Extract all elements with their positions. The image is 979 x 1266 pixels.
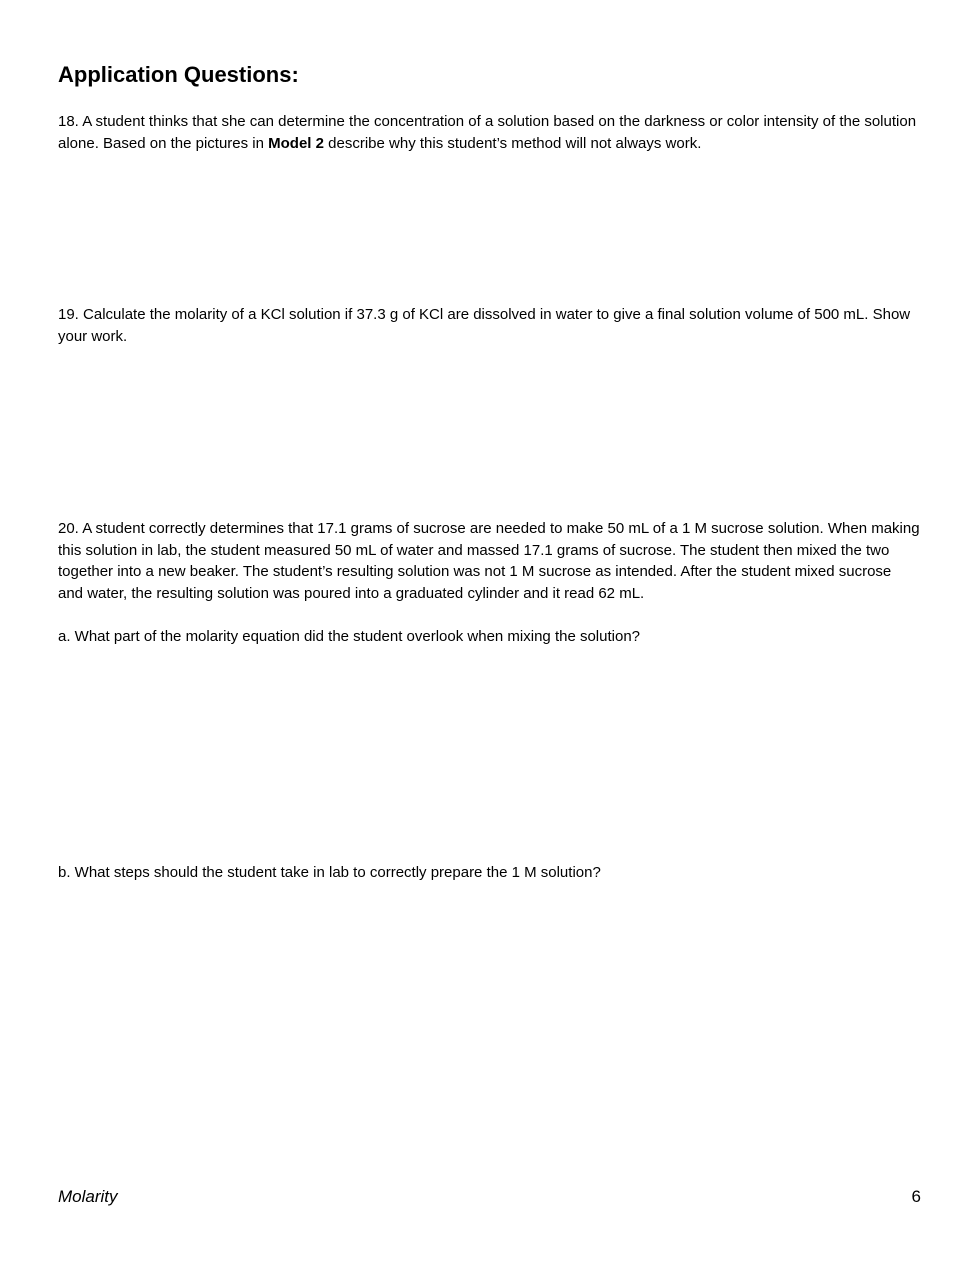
question-19: 19. Calculate the molarity of a KCl solution if 37.3 g of KCl are dissolved in water to give a final solution volume of 500 mL. Show your work. — [58, 306, 911, 345]
page-number: 6 — [911, 1187, 921, 1206]
question-20: 20. A student correctly determines that 17.1 grams of sucrose are needed to make 50 mL of a 1 M sucrose solution. When making this solution in lab, the student measured 50 mL of water and massed 17.1 grams of sucrose. The student then mixed the two together into a new beaker. The student’s resulting solution was not 1 M sucrose as intended. After the student mixed sucrose and water, the resulting solution was poured into a graduated cylinder and it read 62 mL. — [58, 520, 920, 602]
footer-title: Molarity — [58, 1187, 118, 1206]
question-18 — [58, 111, 920, 154]
model-reference: Model 2 — [268, 134, 324, 152]
question-20-part-a: a. What part of the molarity equation did the student overlook when mixing the solution? — [58, 628, 641, 645]
question-18-text-end: describe why this student’s method will not always work. — [323, 134, 702, 152]
question-20-part-b: b. What steps should the student take in lab to correctly prepare the 1 M solution? — [58, 864, 601, 881]
question-18-text-start: 18. A student thinks that she can determine the concentration of a solution based on the darkness or color intensity of the solution alone. Based on the pictures in — [58, 113, 917, 152]
section-heading: Application Questions: — [58, 62, 299, 87]
